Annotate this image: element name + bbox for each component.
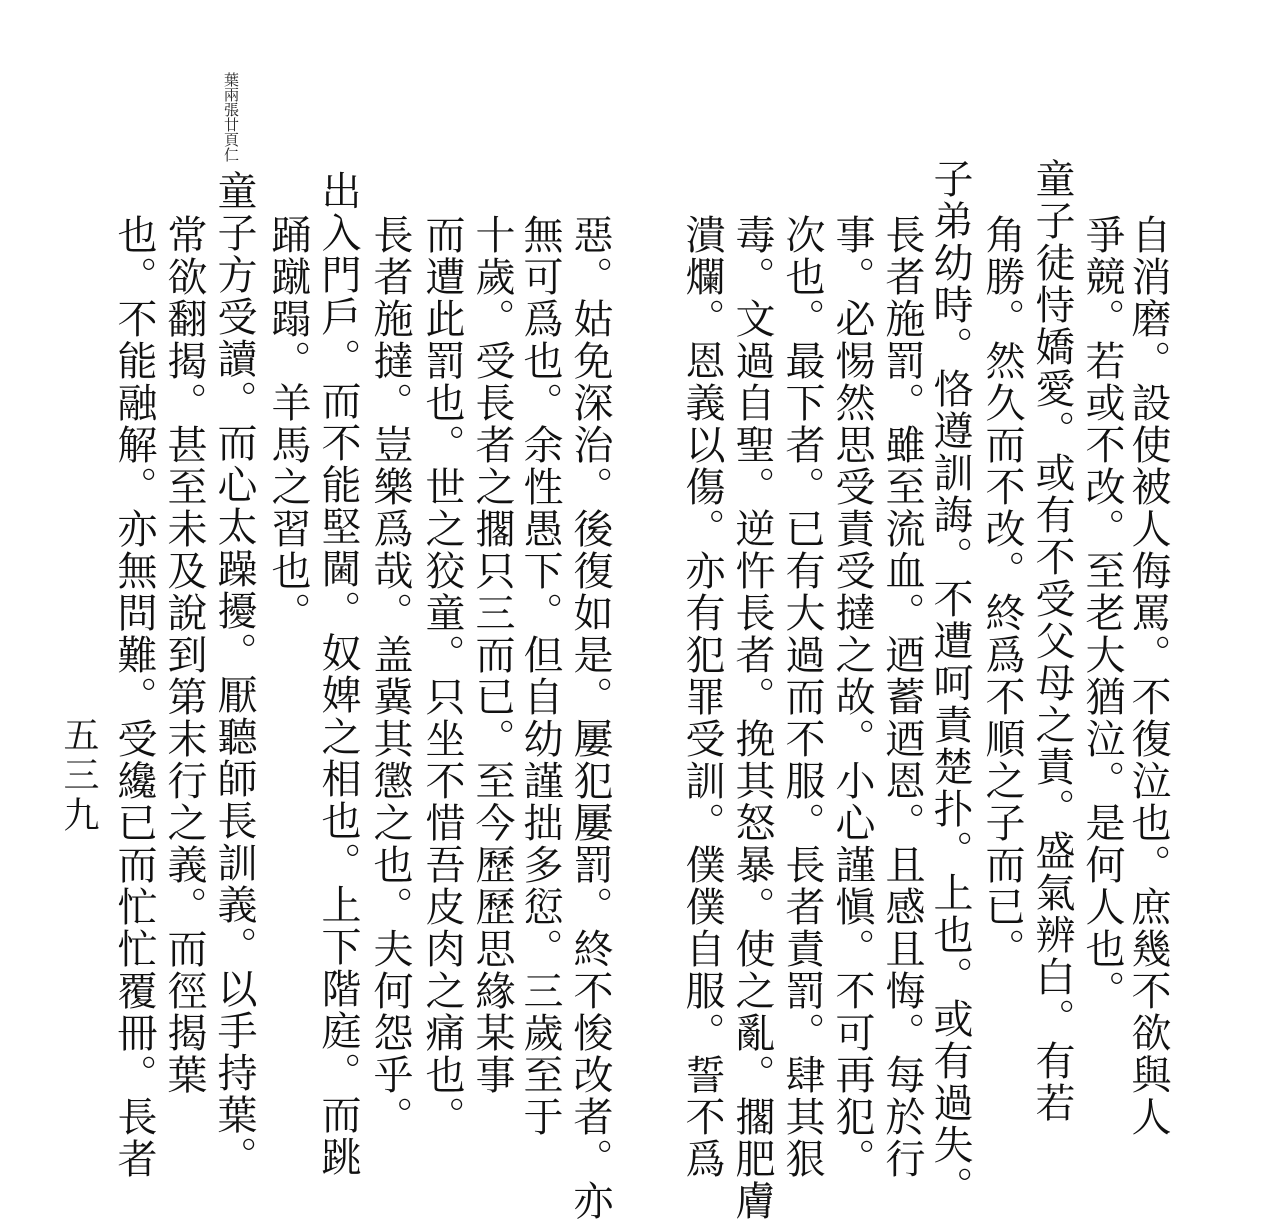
text-column-6: 長者施罰。雖至流血。迺蓄迺恩。且感且悔。每於行 [879,214,925,1180]
text-column-5: 子弟幼時。恪遵訓誨。不遭呵責楚扑。上也。或有過失。 [927,158,973,1208]
text-column-8: 次也。最下者。已有大過而不服。長者責罰。肆其狠 [779,214,825,1180]
text-column-19: 常欲翻揭。甚至未及說到第末行之義。而徑揭葉 [161,214,207,1096]
margin-note: 葉兩張廿頁仁 [222,72,240,162]
text-column-9: 毒。文過自聖。逆忤長者。挽其怒暴。使之亂。擱肥膚 [729,214,775,1222]
text-column-7: 事。必惕然思受責受撻之故。小心謹愼。不可再犯。 [829,214,875,1180]
text-column-2: 爭競。若或不改。至老大猶泣。是何人也。 [1079,214,1125,1012]
text-column-3: 童子徒恃嬌愛。或有不受父母之責。盛氣辨白。有若 [1029,158,1075,1124]
text-column-13: 十歲。受長者之擱只三而已。至今歷歷思緣某事 [469,214,515,1096]
text-column-11: 惡。姑免深治。後復如是。屢犯屢罰。終不悛改者。亦 [567,214,613,1222]
page-number: 五三九 [58,716,99,836]
text-column-4: 角勝。然久而不改。終爲不順之子而已。 [979,214,1025,970]
text-column-15: 長者施撻。豈樂爲哉。盖冀其懲之也。夫何怨乎。 [367,214,413,1138]
text-column-14: 而遭此罰也。世之狡童。只坐不惜吾皮肉之痛也。 [419,214,465,1138]
text-column-20: 也。不能融解。亦無問難。受纔已而忙忙覆冊。長者 [111,214,157,1180]
text-column-10: 潰爛。恩義以傷。亦有犯罪受訓。僕僕自服。誓不爲 [679,214,725,1180]
text-column-17: 踊蹴蹋。羊馬之習也。 [265,214,311,634]
text-column-18: 童子方受讀。而心太躁擾。厭聽師長訓義。以手持葉。 [211,170,257,1178]
text-column-12: 無可爲也。余性愚下。但自幼謹拙多愆。三歲至于 [517,214,563,1138]
text-column-16: 出入門戶。而不能堅閫。奴婢之相也。上下階庭。而跳 [315,170,361,1178]
text-column-1: 自消磨。設使被人侮罵。不復泣也。庶幾不欲與人 [1125,214,1171,1138]
